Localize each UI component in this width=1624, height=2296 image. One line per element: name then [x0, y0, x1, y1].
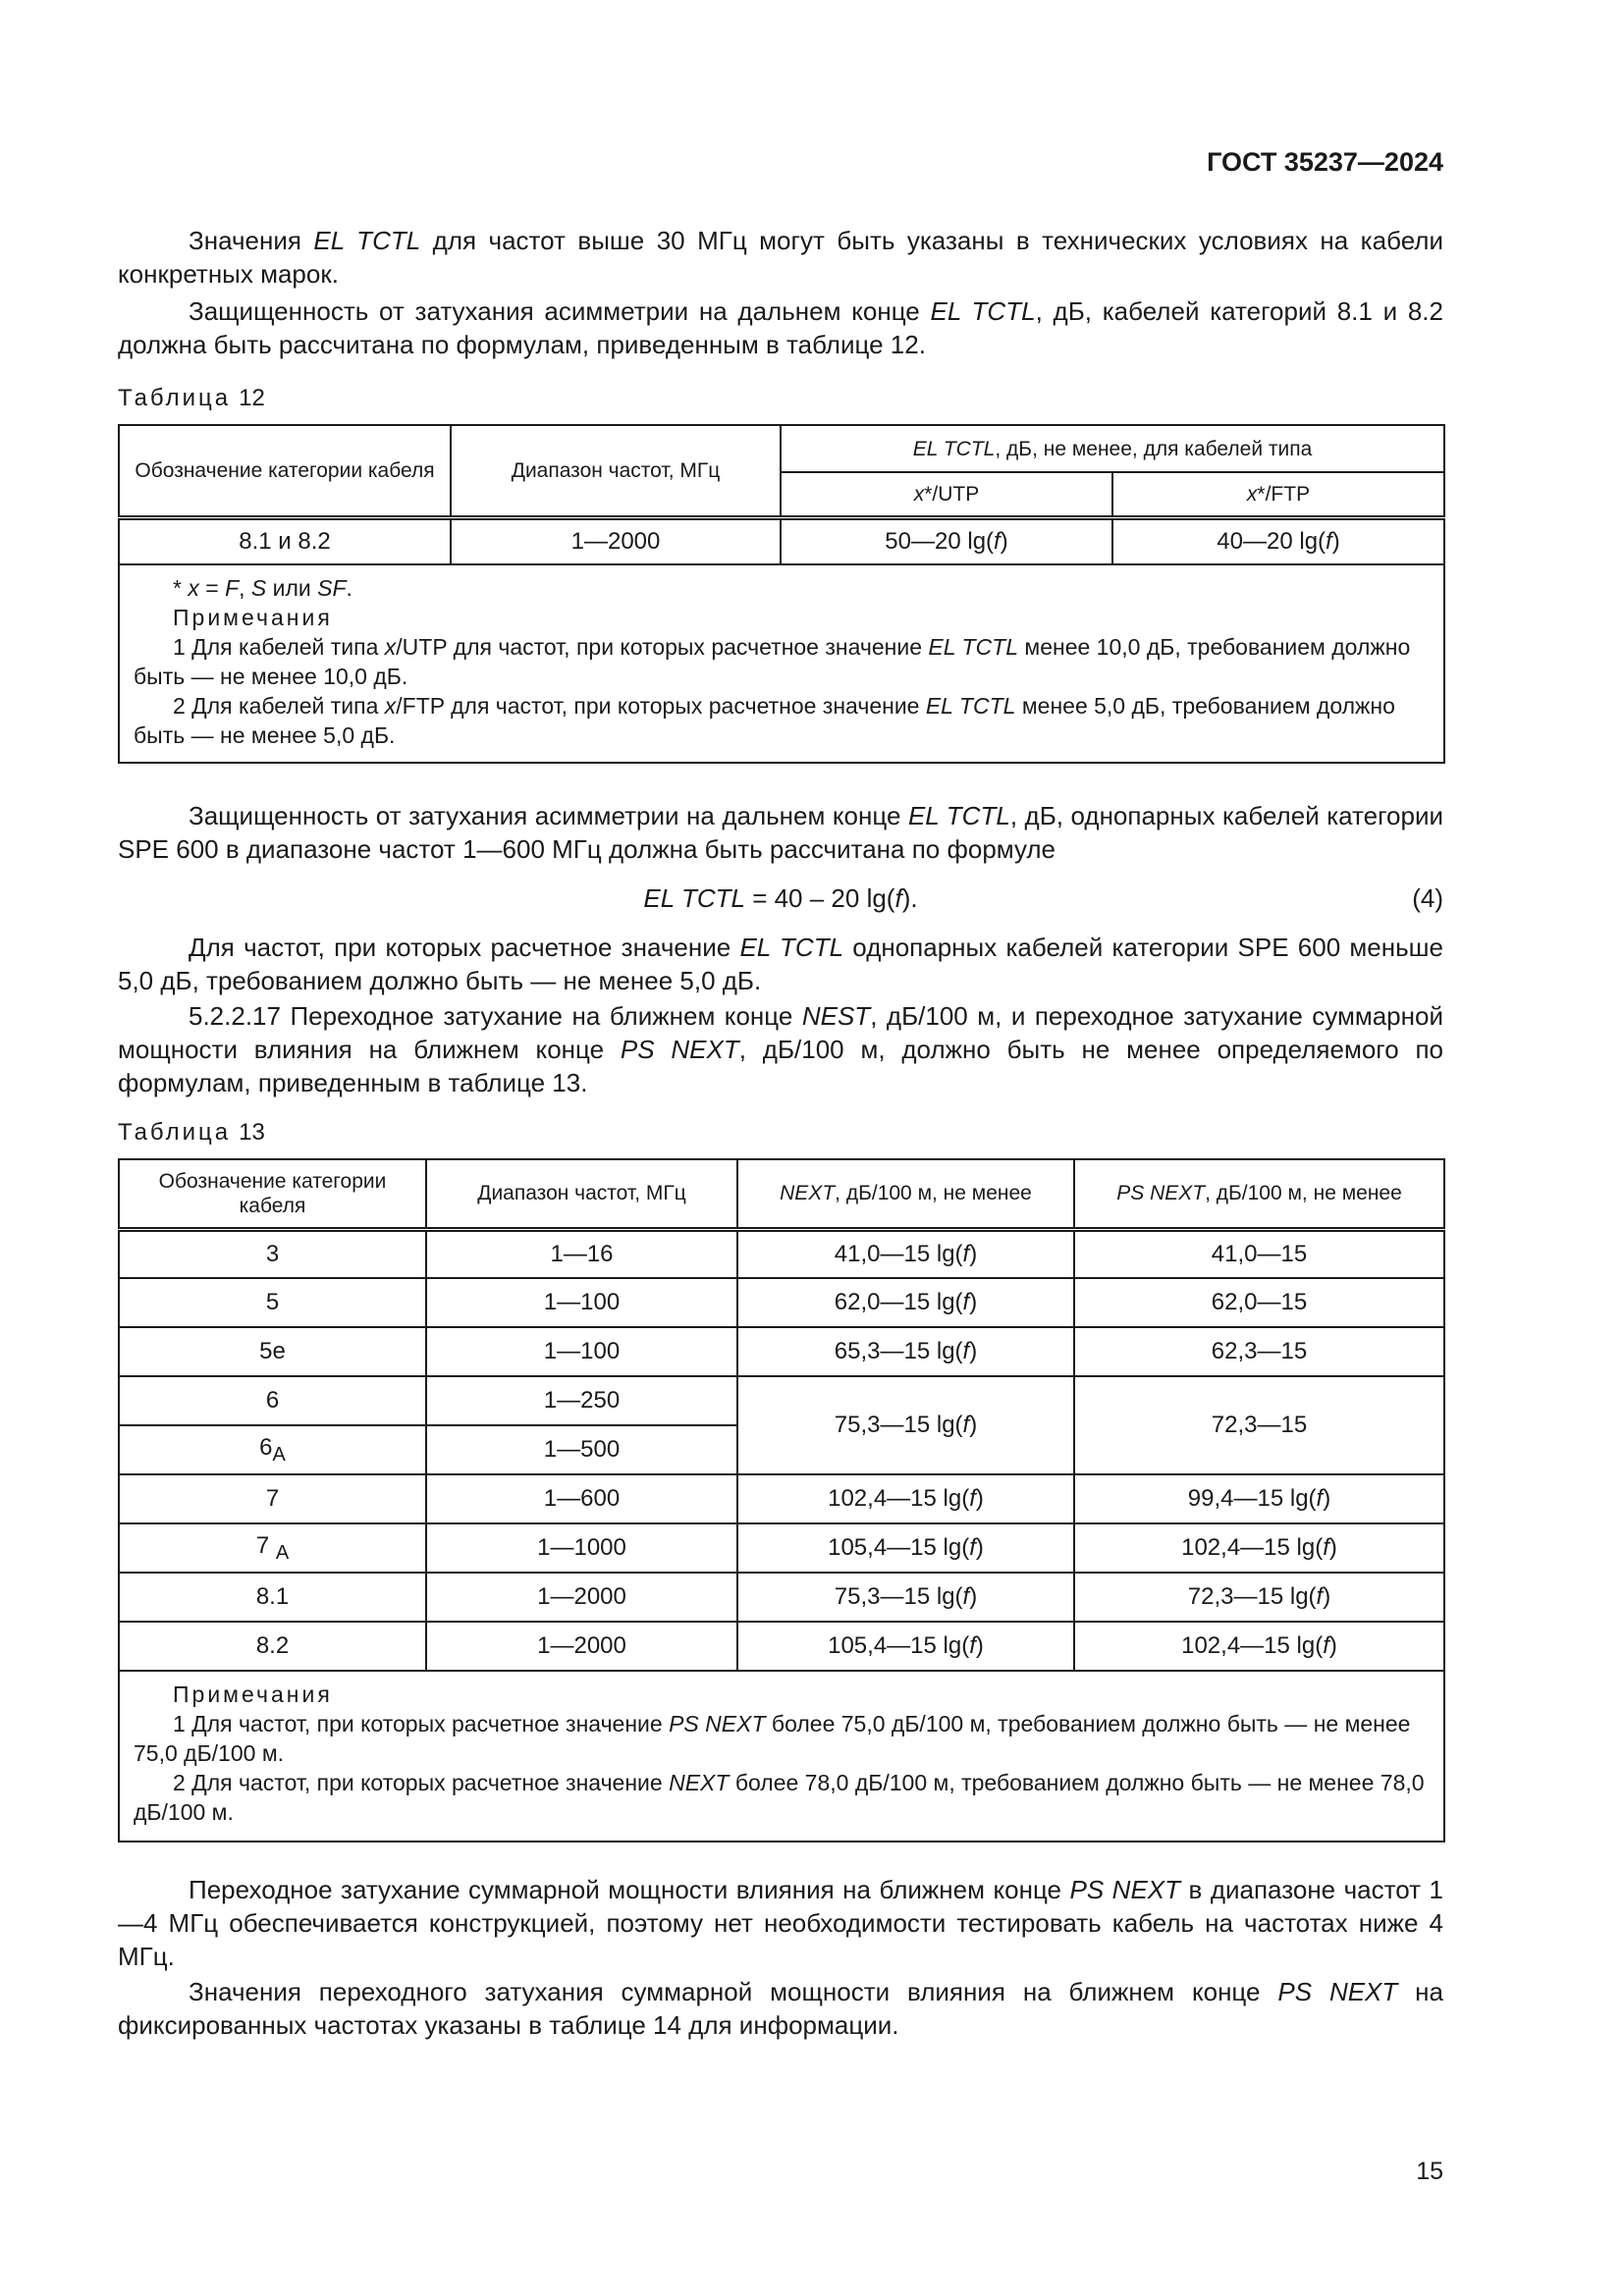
t13-cell-range: 1—100	[426, 1278, 737, 1327]
t13-cell-category: 7	[119, 1474, 426, 1523]
t13-cell-range: 1—500	[426, 1425, 737, 1474]
t13-cell-psnext: 102,4—15 lg(f)	[1074, 1622, 1444, 1671]
table-row	[119, 1622, 1444, 1671]
t13-cell-psnext: 62,3—15	[1074, 1327, 1444, 1376]
table-row	[119, 1523, 1444, 1573]
table-row	[119, 1278, 1444, 1327]
formula-number: (4)	[1412, 883, 1443, 913]
document-id: ГОСТ 35237—2024	[1207, 147, 1443, 177]
intro-section	[118, 224, 1443, 361]
t13-cell-next: 105,4—15 lg(f)	[737, 1622, 1074, 1671]
paragraph-7: Значения переходного затухания суммарной мощности влияния на ближнем конце PS NEXT на фиксированных частотах указаны в таблице 14 для информации.	[118, 1977, 1443, 2040]
t13-cell-next: 62,0—15 lg(f)	[737, 1278, 1074, 1327]
table-row	[119, 1573, 1444, 1622]
t13-cell-next: 41,0—15 lg(f)	[737, 1229, 1074, 1278]
closing-section	[118, 1873, 1443, 2042]
table-row	[119, 1474, 1444, 1523]
paragraph-6: Переходное затухание суммарной мощности влияния на ближнем конце PS NEXT в диапазоне частот 1—4 МГц обеспечивается конструкцией, поэтому нет необходимости тестировать кабель на частотах ниже 4 МГц.	[118, 1875, 1443, 1971]
t12-note-2: 2 Для кабелей типа x/FTP для частот, при которых расчетное значение EL TCTL менее 5,0 дБ, требованием должно быть — не менее 5,0 дБ.	[134, 693, 1395, 748]
t13-header-next: NEXT, дБ/100 м, не менее	[737, 1159, 1074, 1229]
t13-cell-psnext: 62,0—15	[1074, 1278, 1444, 1327]
paragraph-3: Защищенность от затухания асимметрии на дальнем конце EL TCTL, дБ, однопарных кабелей категории SPE 600 в диапазоне частот 1—600 МГц должна быть рассчитана по формуле	[118, 801, 1444, 864]
t13-cell-next: 105,4—15 lg(f)	[737, 1523, 1074, 1573]
document-page	[118, 0, 1443, 2296]
t13-cell-range: 1—2000	[426, 1622, 737, 1671]
paragraph-5: 5.2.2.17 Переходное затухание на ближнем конце NEST, дБ/100 м, и переходное затухание суммарной мощности влияния на ближнем конце PS NEXT, дБ/100 м, должно быть не менее определяемого по формулам, приведенным в таблице 13.	[118, 1001, 1444, 1097]
t12-footnote: * x = F, S или SF.	[173, 575, 352, 601]
t13-cell-range: 1—600	[426, 1474, 737, 1523]
paragraph-4: Для частот, при которых расчетное значение EL TCTL однопарных кабелей категории SPE 600 меньше 5,0 дБ, требованием должно быть — не менее 5,0 дБ.	[118, 933, 1443, 995]
t13-cell-category: 8.2	[119, 1622, 426, 1671]
t13-cell-psnext: 41,0—15	[1074, 1229, 1444, 1278]
t12-header-category: Обозначение категории кабеля	[119, 425, 451, 517]
t12-cell-range: 1—2000	[451, 517, 781, 564]
middle-section-2	[118, 931, 1443, 1099]
paragraph-1: Значения EL TCTL для частот выше 30 МГц могут быть указаны в технических условиях на кабели конкретных марок.	[118, 226, 1443, 289]
t12-header-range: Диапазон частот, МГц	[451, 425, 781, 517]
t13-cell-next: 75,3—15 lg(f)	[737, 1573, 1074, 1622]
t13-note-2: 2 Для частот, при которых расчетное значение NEXT более 78,0 дБ/100 м, требованием должно быть — не менее 78,0 дБ/100 м.	[134, 1770, 1425, 1825]
t13-cell-category: $6_A$	[119, 1425, 426, 1474]
t13-cell-next: 65,3—15 lg(f)	[737, 1327, 1074, 1376]
t13-cell-category: 8.1	[119, 1573, 426, 1622]
t12-cell-utp: 50—20 lg(f)	[781, 517, 1112, 564]
t13-notes-title: Примечания	[173, 1682, 333, 1707]
t13-cell-category: 5e	[119, 1327, 426, 1376]
t13-cell-psnext: 72,3—15 lg(f)	[1074, 1573, 1444, 1622]
t12-header-ftp: x*/FTP	[1112, 472, 1444, 517]
table-row	[119, 1376, 1444, 1425]
table-13	[118, 1158, 1445, 1842]
t13-cell-psnext: 99,4—15 lg(f)	[1074, 1474, 1444, 1523]
table-row	[119, 1229, 1444, 1278]
t13-cell-category: 5	[119, 1278, 426, 1327]
t12-header-utp: x*/UTP	[781, 472, 1112, 517]
page-number: 15	[1416, 2158, 1443, 2185]
t13-cell-range: 1—2000	[426, 1573, 737, 1622]
table-row	[119, 1327, 1444, 1376]
t13-cell-range: 1—250	[426, 1376, 737, 1425]
t12-note-1: 1 Для кабелей типа x/UTP для частот, при которых расчетное значение EL TCTL менее 10,0 дБ, требованием должно быть — не менее 10,0 дБ.	[134, 634, 1411, 689]
table-12-caption: Таблица 12	[118, 385, 265, 411]
t13-cell-range: 1—100	[426, 1327, 737, 1376]
t13-cell-psnext: 102,4—15 lg(f)	[1074, 1523, 1444, 1573]
t13-cell-category: 6	[119, 1376, 426, 1425]
t13-cell-next: 75,3—15 lg(f)	[737, 1376, 1074, 1474]
t13-header-psnext: PS NEXT, дБ/100 м, не менее	[1074, 1159, 1444, 1229]
middle-section	[118, 799, 1443, 866]
t13-header-category: Обозначение категории кабеля	[119, 1159, 426, 1229]
t13-note-1: 1 Для частот, при которых расчетное значение PS NEXT более 75,0 дБ/100 м, требованием должно быть — не менее 75,0 дБ/100 м.	[134, 1711, 1411, 1766]
paragraph-2: Защищенность от затухания асимметрии на дальнем конце EL TCTL, дБ, кабелей категорий 8.1 и 8.2 должна быть рассчитана по формулам, приведенным в таблице 12.	[118, 296, 1443, 359]
t12-notes	[119, 564, 1444, 763]
table-row	[119, 517, 1444, 564]
t13-cell-range: 1—1000	[426, 1523, 737, 1573]
t12-cell-category: 8.1 и 8.2	[119, 517, 451, 564]
table-13-caption: Таблица 13	[118, 1119, 265, 1146]
t13-cell-category: 3	[119, 1229, 426, 1278]
formula-text: EL TCTL = 40 – 20 lg(f).	[643, 883, 918, 913]
t13-cell-psnext: 72,3—15	[1074, 1376, 1444, 1474]
t12-cell-ftp: 40—20 lg(f)	[1112, 517, 1444, 564]
t13-header-range: Диапазон частот, МГц	[426, 1159, 737, 1229]
t12-header-group: EL TCTL, дБ, не менее, для кабелей типа	[781, 425, 1444, 472]
t13-cell-range: 1—16	[426, 1229, 737, 1278]
t13-cell-next: 102,4—15 lg(f)	[737, 1474, 1074, 1523]
t13-cell-category: 7 $_A$	[119, 1523, 426, 1573]
table-12	[118, 424, 1445, 764]
t12-notes-title: Примечания	[173, 605, 333, 630]
t13-notes	[119, 1671, 1444, 1842]
